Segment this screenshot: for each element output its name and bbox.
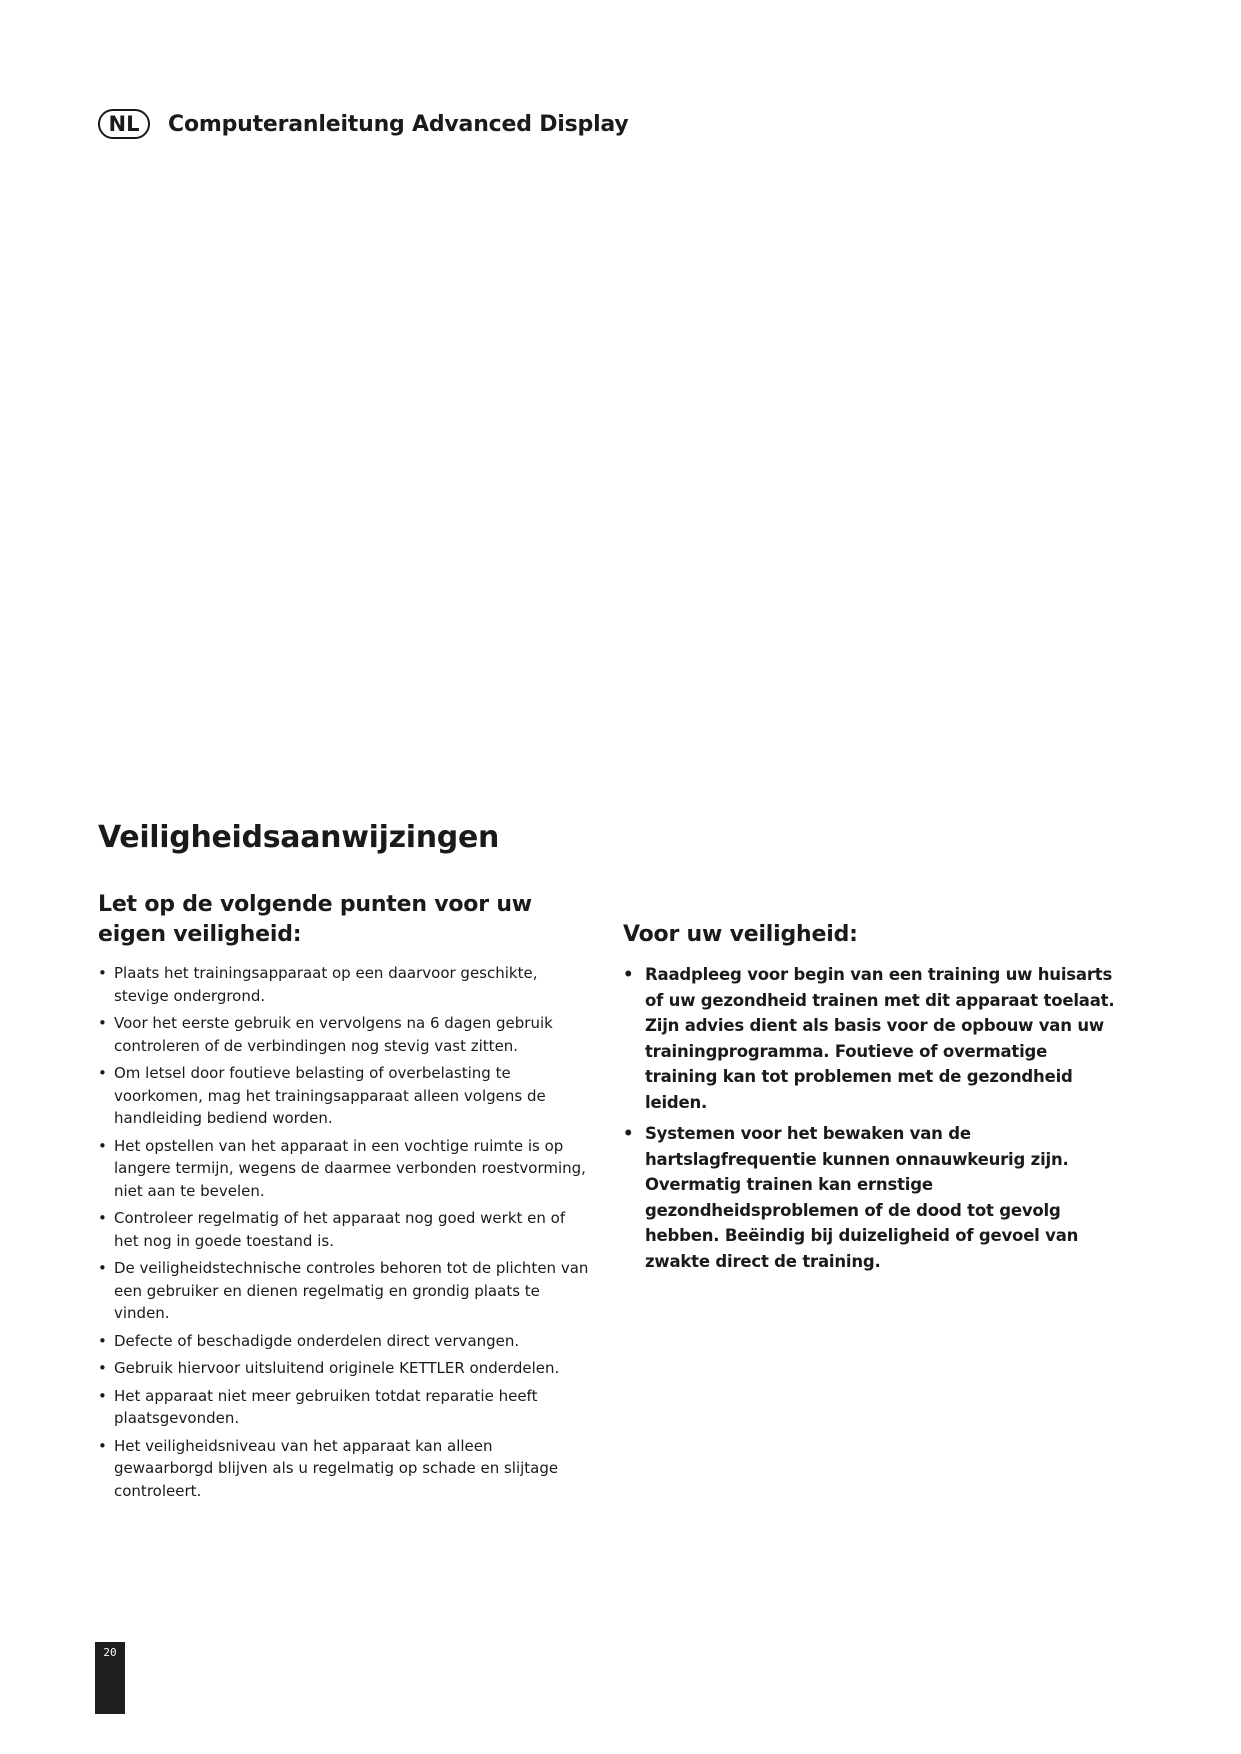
list-item: • Systemen voor het bewaken van de hartslagfrequentie kunnen onnauwkeurig zijn. Overmatig trainen kan ernstige gezondheidsproblemen of de dood tot gevolg hebben. Beëindig bij duizeligheid of gevoel van zwakte direct de training. (623, 1121, 1123, 1274)
right-column (623, 920, 1123, 1280)
header-title: Computeranleitung Advanced Display (168, 111, 629, 137)
left-bullet-list (98, 962, 593, 1502)
list-item: • Om letsel door foutieve belasting of overbelasting te voorkomen, mag het trainingsapparaat alleen volgens de handleiding bediend worden. (98, 1062, 593, 1130)
list-item: • Defecte of beschadigde onderdelen direct vervangen. (98, 1330, 593, 1353)
list-item: • Het apparaat niet meer gebruiken totdat reparatie heeft plaatsgevonden. (98, 1385, 593, 1430)
page-number-tab: 20 (95, 1642, 125, 1714)
right-heading: Voor uw veiligheid: (623, 922, 858, 947)
right-bullet-list (623, 962, 1123, 1274)
list-item: • Gebruik hiervoor uitsluitend originele KETTLER onderdelen. (98, 1357, 593, 1380)
list-item: • Voor het eerste gebruik en vervolgens na 6 dagen gebruik controleren of de verbindingen nog stevig vast zitten. (98, 1012, 593, 1057)
list-item: • Plaats het trainingsapparaat op een daarvoor geschikte, stevige ondergrond. (98, 962, 593, 1007)
list-item: • Raadpleeg voor begin van een training uw huisarts of uw gezondheid trainen met dit apparaat toelaat. Zijn advies dient als basis voor de opbouw van uw trainingprogramma. Foutieve of overmatige training kan tot problemen met de gezondheid leiden. (623, 962, 1123, 1115)
language-badge: NL (98, 109, 150, 139)
list-item: • Het opstellen van het apparaat in een vochtige ruimte is op langere termijn, wegens de daarmee verbonden roestvorming, niet aan te bevelen. (98, 1135, 593, 1203)
page-header (98, 106, 629, 142)
left-column (98, 890, 593, 1507)
list-item: • Het veiligheidsniveau van het apparaat kan alleen gewaarborgd blijven als u regelmatig op schade en slijtage controleert. (98, 1435, 593, 1503)
list-item: • Controleer regelmatig of het apparaat nog goed werkt en of het nog in goede toestand is. (98, 1207, 593, 1252)
list-item: • De veiligheidstechnische controles behoren tot de plichten van een gebruiker en dienen regelmatig en grondig plaats te vinden. (98, 1257, 593, 1325)
main-title: Veiligheidsaanwijzingen (98, 820, 500, 855)
left-heading: Let op de volgende punten voor uw eigen veiligheid: (98, 892, 532, 947)
